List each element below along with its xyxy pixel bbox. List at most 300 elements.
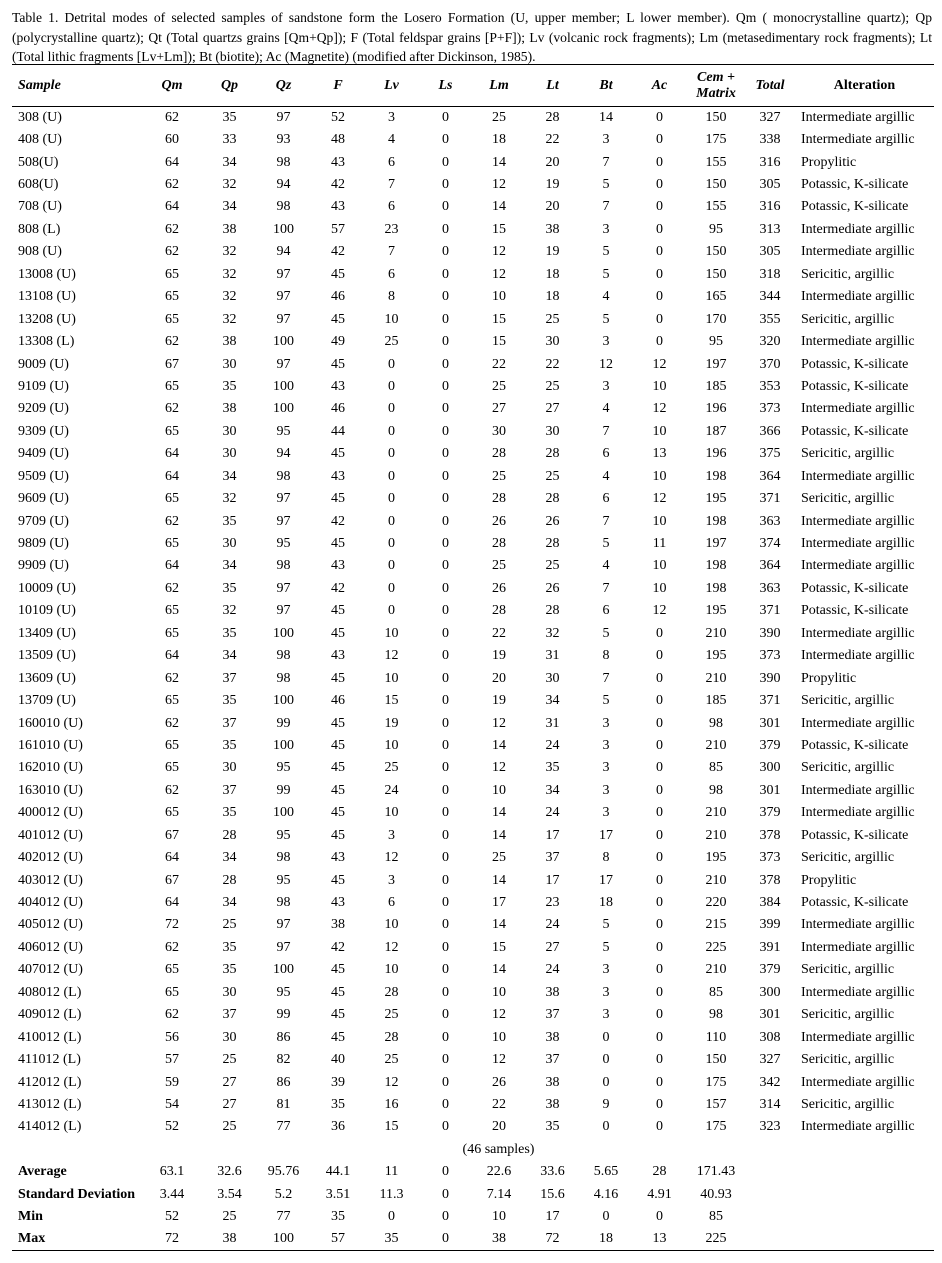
cell-f: 45	[331, 805, 345, 821]
cell-bt: 6	[602, 491, 610, 507]
cell-lt: 19	[545, 244, 560, 260]
cell-qm: 65	[165, 962, 179, 978]
cell-cem-matrix: 210	[705, 805, 727, 821]
cell-f: 45	[331, 1007, 345, 1023]
cell-lm: 14	[492, 805, 506, 821]
cell-sample: 508(U)	[18, 154, 59, 170]
cell-total: 399	[759, 917, 781, 933]
cell-lt: 24	[545, 917, 560, 933]
cell-alteration: Sericitic, argillic	[801, 760, 895, 776]
cell-bt: 3	[602, 782, 610, 798]
cell-qz: 82	[276, 1052, 291, 1068]
cell-sample: 9109 (U)	[18, 378, 69, 394]
cell-ac: 0	[656, 895, 663, 911]
summary-qz: 5.2	[274, 1186, 293, 1202]
cell-lm: 12	[492, 177, 506, 193]
cell-qz: 97	[276, 513, 291, 529]
cell-total: 363	[759, 580, 781, 596]
cell-qp: 35	[222, 939, 237, 955]
table-row	[12, 555, 934, 577]
cell-f: 57	[331, 221, 345, 237]
cell-lm: 26	[492, 513, 506, 529]
cell-qm: 57	[165, 1052, 179, 1068]
table-row	[12, 869, 934, 891]
cell-cem-matrix: 220	[705, 895, 727, 911]
cell-cem-matrix: 150	[705, 177, 727, 193]
cell-alteration: Intermediate argillic	[801, 289, 915, 305]
cell-lv: 8	[388, 289, 395, 305]
cell-total: 378	[759, 827, 781, 843]
cell-qm: 65	[165, 737, 179, 753]
cell-lt: 25	[545, 378, 560, 394]
cell-qz: 97	[276, 603, 291, 619]
table-row	[12, 264, 934, 286]
table-row	[12, 1094, 934, 1116]
cell-cem-matrix: 95	[709, 221, 723, 237]
cell-qp: 25	[222, 1119, 237, 1135]
cell-ac: 10	[652, 468, 667, 484]
cell-alteration: Intermediate argillic	[801, 984, 915, 1000]
cell-qp: 32	[222, 491, 237, 507]
cell-alteration: Potassic, K-silicate	[801, 603, 909, 619]
table-row	[12, 825, 934, 847]
cell-ac: 0	[656, 962, 663, 978]
cell-ls: 0	[442, 423, 449, 439]
cell-alteration: Intermediate argillic	[801, 805, 915, 821]
cell-qz: 95	[276, 423, 291, 439]
cell-bt: 4	[602, 558, 610, 574]
cell-qp: 32	[222, 266, 237, 282]
cell-total: 371	[759, 693, 781, 709]
summary-lv: 0	[388, 1209, 395, 1225]
cell-cem-matrix: 150	[705, 109, 727, 125]
cell-lv: 24	[384, 782, 399, 798]
cell-ls: 0	[442, 850, 449, 866]
cell-lv: 0	[388, 378, 395, 394]
cell-cem-matrix: 210	[705, 625, 727, 641]
cell-ls: 0	[442, 401, 449, 417]
cell-lm: 15	[492, 221, 506, 237]
cell-ac: 0	[656, 1052, 663, 1068]
cell-ls: 0	[442, 670, 449, 686]
summary-lv: 11	[384, 1164, 399, 1180]
cell-lt: 28	[545, 603, 560, 619]
cell-ls: 0	[442, 177, 449, 193]
cell-ls: 0	[442, 1052, 449, 1068]
cell-lv: 0	[388, 468, 395, 484]
cell-total: 301	[759, 782, 781, 798]
cell-sample: 9609 (U)	[18, 491, 69, 507]
cell-f: 42	[331, 177, 345, 193]
table-row	[12, 286, 934, 308]
cell-qm: 62	[165, 580, 179, 596]
cell-lt: 34	[545, 693, 560, 709]
cell-bt: 7	[602, 580, 610, 596]
cell-f: 42	[331, 244, 345, 260]
cell-qp: 30	[222, 356, 237, 372]
summary-f: 57	[311, 1228, 365, 1250]
table-row	[12, 443, 934, 465]
cell-lm: 12	[492, 1007, 506, 1023]
cell-qm: 65	[165, 760, 179, 776]
summary-f: 44.1	[325, 1164, 351, 1180]
cell-f: 52	[331, 109, 345, 125]
cell-total: 355	[759, 311, 781, 327]
cell-ls: 0	[442, 199, 449, 215]
cell-lt: 27	[545, 401, 560, 417]
cell-f: 45	[331, 670, 345, 686]
cell-qz: 95	[276, 536, 291, 552]
cell-cem-matrix: 195	[705, 850, 727, 866]
cell-sample: 608(U)	[18, 177, 59, 193]
cell-ac: 0	[656, 805, 663, 821]
cell-lv: 10	[384, 805, 399, 821]
cell-lm: 14	[492, 737, 506, 753]
cell-cem-matrix: 175	[705, 1119, 727, 1135]
cell-qp: 25	[222, 1052, 237, 1068]
cell-total: 314	[759, 1096, 781, 1112]
cell-cem-matrix: 197	[705, 536, 727, 552]
cell-alteration: Intermediate argillic	[801, 558, 915, 574]
cell-qp: 34	[222, 154, 237, 170]
cell-bt: 9	[602, 1096, 610, 1112]
cell-qm: 65	[165, 378, 179, 394]
cell-lv: 0	[388, 558, 395, 574]
cell-cem-matrix: 165	[705, 289, 727, 305]
cell-qp: 34	[222, 895, 237, 911]
cell-f: 43	[331, 468, 345, 484]
cell-qz: 100	[273, 221, 294, 237]
header-total: Total	[745, 65, 795, 107]
cell-alteration: Intermediate argillic	[801, 221, 915, 237]
cell-bt: 0	[602, 1074, 610, 1090]
cell-alteration: Intermediate argillic	[801, 513, 915, 529]
cell-lt: 37	[545, 1007, 560, 1023]
cell-cem-matrix: 175	[705, 132, 727, 148]
cell-qz: 93	[276, 132, 291, 148]
cell-total: 320	[759, 334, 781, 350]
cell-ls: 0	[442, 289, 449, 305]
cell-cem-matrix: 195	[705, 648, 727, 664]
cell-alteration: Intermediate argillic	[801, 715, 915, 731]
cell-qp: 33	[222, 132, 237, 148]
cell-alteration: Sericitic, argillic	[801, 850, 895, 866]
cell-ac: 0	[656, 221, 663, 237]
sample-count-row	[12, 1139, 934, 1161]
cell-qp: 34	[222, 558, 237, 574]
cell-lv: 3	[388, 872, 395, 888]
cell-alteration: Intermediate argillic	[801, 109, 915, 125]
table-row	[12, 421, 934, 443]
cell-total: 305	[759, 177, 781, 193]
summary-cem-matrix: 85	[709, 1209, 723, 1225]
cell-cem-matrix: 195	[705, 491, 727, 507]
cell-sample: 403012 (U)	[18, 872, 83, 888]
summary-lt: 33.6	[540, 1164, 565, 1180]
cell-ls: 0	[442, 984, 449, 1000]
cell-alteration: Intermediate argillic	[801, 1074, 915, 1090]
cell-lv: 28	[384, 984, 399, 1000]
cell-sample: 400012 (U)	[18, 805, 83, 821]
cell-lm: 12	[492, 266, 506, 282]
cell-alteration: Intermediate argillic	[801, 1029, 915, 1045]
cell-total: 373	[759, 850, 781, 866]
cell-qm: 62	[165, 715, 179, 731]
cell-qm: 62	[165, 670, 179, 686]
cell-ac: 10	[652, 423, 667, 439]
cell-total: 305	[759, 244, 781, 260]
cell-ac: 0	[656, 266, 663, 282]
summary-ac: 0	[656, 1209, 663, 1225]
table-row	[12, 847, 934, 869]
cell-lv: 4	[388, 132, 395, 148]
cell-total: 373	[759, 648, 781, 664]
table-row	[12, 578, 934, 600]
cell-ac: 0	[656, 827, 663, 843]
table-body	[12, 107, 934, 1251]
cell-lt: 31	[545, 648, 560, 664]
cell-lt: 23	[545, 895, 560, 911]
cell-sample: 9309 (U)	[18, 423, 69, 439]
cell-qp: 35	[222, 737, 237, 753]
cell-alteration: Potassic, K-silicate	[801, 378, 909, 394]
cell-qm: 67	[165, 872, 179, 888]
cell-qz: 99	[276, 715, 291, 731]
cell-qz: 94	[276, 446, 291, 462]
cell-lt: 38	[545, 1029, 560, 1045]
cell-alteration: Intermediate argillic	[801, 536, 915, 552]
cell-lm: 28	[492, 446, 506, 462]
summary-lt: 72	[525, 1228, 580, 1250]
cell-ls: 0	[442, 872, 449, 888]
cell-qm: 65	[165, 491, 179, 507]
cell-qz: 97	[276, 311, 291, 327]
cell-alteration: Intermediate argillic	[801, 334, 915, 350]
cell-sample: 406012 (U)	[18, 939, 83, 955]
summary-cem-matrix: 40.93	[700, 1186, 732, 1202]
table-row	[12, 308, 934, 330]
cell-qz: 99	[276, 782, 291, 798]
cell-lv: 0	[388, 423, 395, 439]
cell-qp: 35	[222, 580, 237, 596]
cell-ls: 0	[442, 782, 449, 798]
cell-ls: 0	[442, 827, 449, 843]
cell-ls: 0	[442, 1074, 449, 1090]
cell-lm: 14	[492, 962, 506, 978]
cell-qm: 64	[165, 648, 179, 664]
table-row	[12, 1049, 934, 1071]
cell-qz: 94	[276, 177, 291, 193]
cell-lm: 12	[492, 244, 506, 260]
cell-lt: 24	[545, 962, 560, 978]
cell-ls: 0	[442, 536, 449, 552]
cell-total: 338	[759, 132, 781, 148]
cell-total: 342	[759, 1074, 781, 1090]
cell-sample: 10109 (U)	[18, 603, 76, 619]
cell-sample: 13609 (U)	[18, 670, 76, 686]
cell-bt: 6	[602, 603, 610, 619]
cell-cem-matrix: 98	[709, 1007, 723, 1023]
table-caption: Table 1. Detrital modes of selected samples of sandstone form the Losero Formation (U, upper member; L lower member). Qm ( monocrystalline quartz); Qp (polycrystalline quartz); Qt (Total quartzs grains [Qm+Qp]); F (Total feldspar grains [P+F]); Lv (volcanic rock fragments); Lm (metasedimentary rock fragments); Lt (Total lithic fragments [Lv+Lm]); Bt (biotite); Ac (Magnetite) (modified after Dickinson, 1985).	[12, 10, 932, 64]
cell-bt: 3	[602, 132, 610, 148]
cell-bt: 0	[602, 1052, 610, 1068]
cell-f: 39	[331, 1074, 345, 1090]
summary-qp: 32.6	[217, 1164, 242, 1180]
cell-qz: 81	[276, 1096, 291, 1112]
cell-alteration: Propylitic	[801, 872, 857, 888]
cell-sample: 405012 (U)	[18, 917, 83, 933]
cell-lv: 3	[388, 827, 395, 843]
cell-qm: 62	[165, 401, 179, 417]
cell-sample: 10009 (U)	[18, 580, 76, 596]
cell-lt: 22	[545, 356, 560, 372]
cell-qp: 35	[222, 109, 237, 125]
cell-total: 301	[759, 1007, 781, 1023]
cell-qp: 38	[222, 401, 237, 417]
cell-lv: 6	[388, 199, 395, 215]
cell-alteration: Potassic, K-silicate	[801, 356, 909, 372]
cell-qp: 27	[222, 1074, 237, 1090]
cell-ls: 0	[442, 1029, 449, 1045]
cell-lm: 10	[492, 984, 506, 1000]
cell-f: 45	[331, 1029, 345, 1045]
cell-bt: 7	[602, 199, 610, 215]
cell-lm: 12	[492, 715, 506, 731]
table-row	[12, 937, 934, 959]
cell-ls: 0	[442, 266, 449, 282]
cell-f: 45	[331, 782, 345, 798]
cell-lv: 19	[384, 715, 399, 731]
table-row	[12, 174, 934, 196]
table-row	[12, 107, 934, 129]
cell-qp: 30	[222, 446, 237, 462]
summary-qm: 63.1	[159, 1164, 185, 1180]
cell-sample: 407012 (U)	[18, 962, 83, 978]
cell-qp: 35	[222, 378, 237, 394]
cell-lt: 38	[545, 1074, 560, 1090]
cell-qz: 98	[276, 154, 291, 170]
cell-cem-matrix: 110	[705, 1029, 727, 1045]
cell-alteration: Sericitic, argillic	[801, 446, 895, 462]
cell-sample: 411012 (L)	[18, 1052, 81, 1068]
cell-cem-matrix: 170	[705, 311, 727, 327]
cell-ls: 0	[442, 356, 449, 372]
cell-ac: 0	[656, 311, 663, 327]
cell-lv: 10	[384, 311, 399, 327]
cell-lt: 30	[545, 334, 560, 350]
cell-ac: 0	[656, 1029, 663, 1045]
cell-qm: 65	[165, 805, 179, 821]
summary-qz: 77	[276, 1209, 291, 1225]
cell-bt: 18	[599, 895, 613, 911]
summary-ac: 28	[652, 1164, 667, 1180]
cell-lv: 0	[388, 356, 395, 372]
cell-bt: 5	[602, 536, 610, 552]
cell-sample: 808 (L)	[18, 221, 61, 237]
cell-alteration: Potassic, K-silicate	[801, 580, 909, 596]
cell-lt: 28	[545, 446, 560, 462]
empty-cell	[795, 1161, 934, 1183]
cell-cem-matrix: 98	[709, 782, 723, 798]
cell-alteration: Intermediate argillic	[801, 401, 915, 417]
cell-alteration: Intermediate argillic	[801, 939, 915, 955]
table-row	[12, 667, 934, 689]
cell-cem-matrix: 85	[709, 984, 723, 1000]
cell-qm: 65	[165, 266, 179, 282]
cell-qm: 65	[165, 311, 179, 327]
cell-lt: 25	[545, 558, 560, 574]
cell-lt: 22	[545, 132, 560, 148]
header-lt: Lt	[525, 65, 580, 107]
cell-ac: 0	[656, 1096, 663, 1112]
cell-lm: 15	[492, 311, 506, 327]
summary-lv: 35	[365, 1228, 418, 1250]
cell-total: 390	[759, 670, 781, 686]
cell-bt: 5	[602, 177, 610, 193]
cell-qz: 97	[276, 266, 291, 282]
cell-total: 379	[759, 737, 781, 753]
cell-total: 371	[759, 603, 781, 619]
summary-label: Min	[18, 1209, 43, 1225]
cell-lm: 28	[492, 536, 506, 552]
cell-alteration: Potassic, K-silicate	[801, 199, 909, 215]
cell-qm: 64	[165, 895, 179, 911]
cell-total: 371	[759, 491, 781, 507]
cell-lv: 6	[388, 895, 395, 911]
cell-ls: 0	[442, 760, 449, 776]
cell-qm: 62	[165, 782, 179, 798]
detrital-modes-table	[12, 64, 934, 1251]
table-row	[12, 219, 934, 241]
cell-lv: 23	[384, 221, 399, 237]
cell-ac: 0	[656, 984, 663, 1000]
cell-f: 43	[331, 895, 345, 911]
cell-sample: 162010 (U)	[18, 760, 83, 776]
summary-lm: 22.6	[486, 1164, 512, 1180]
cell-sample: 412012 (L)	[18, 1074, 82, 1090]
cell-alteration: Intermediate argillic	[801, 1119, 915, 1135]
table-row	[12, 892, 934, 914]
cell-qp: 34	[222, 468, 237, 484]
table-row	[12, 623, 934, 645]
cell-bt: 8	[602, 850, 610, 866]
cell-ac: 0	[656, 760, 663, 776]
cell-qp: 30	[222, 984, 237, 1000]
cell-alteration: Intermediate argillic	[801, 468, 915, 484]
cell-ls: 0	[442, 895, 449, 911]
cell-total: 374	[759, 536, 781, 552]
summary-qp: 3.54	[217, 1186, 242, 1202]
cell-f: 45	[331, 737, 345, 753]
cell-lv: 0	[388, 401, 395, 417]
cell-ls: 0	[442, 334, 449, 350]
cell-qp: 35	[222, 693, 237, 709]
cell-lt: 26	[545, 580, 560, 596]
cell-lt: 34	[545, 782, 560, 798]
cell-lt: 35	[545, 1119, 560, 1135]
cell-alteration: Sericitic, argillic	[801, 1052, 895, 1068]
cell-lm: 22	[492, 356, 506, 372]
cell-lv: 0	[388, 513, 395, 529]
cell-lm: 25	[492, 378, 506, 394]
cell-lv: 25	[384, 760, 399, 776]
cell-lt: 20	[545, 154, 560, 170]
cell-qz: 100	[273, 805, 294, 821]
summary-row	[12, 1228, 934, 1250]
header-lm: Lm	[473, 65, 525, 107]
cell-f: 43	[331, 154, 345, 170]
cell-qm: 54	[165, 1096, 179, 1112]
